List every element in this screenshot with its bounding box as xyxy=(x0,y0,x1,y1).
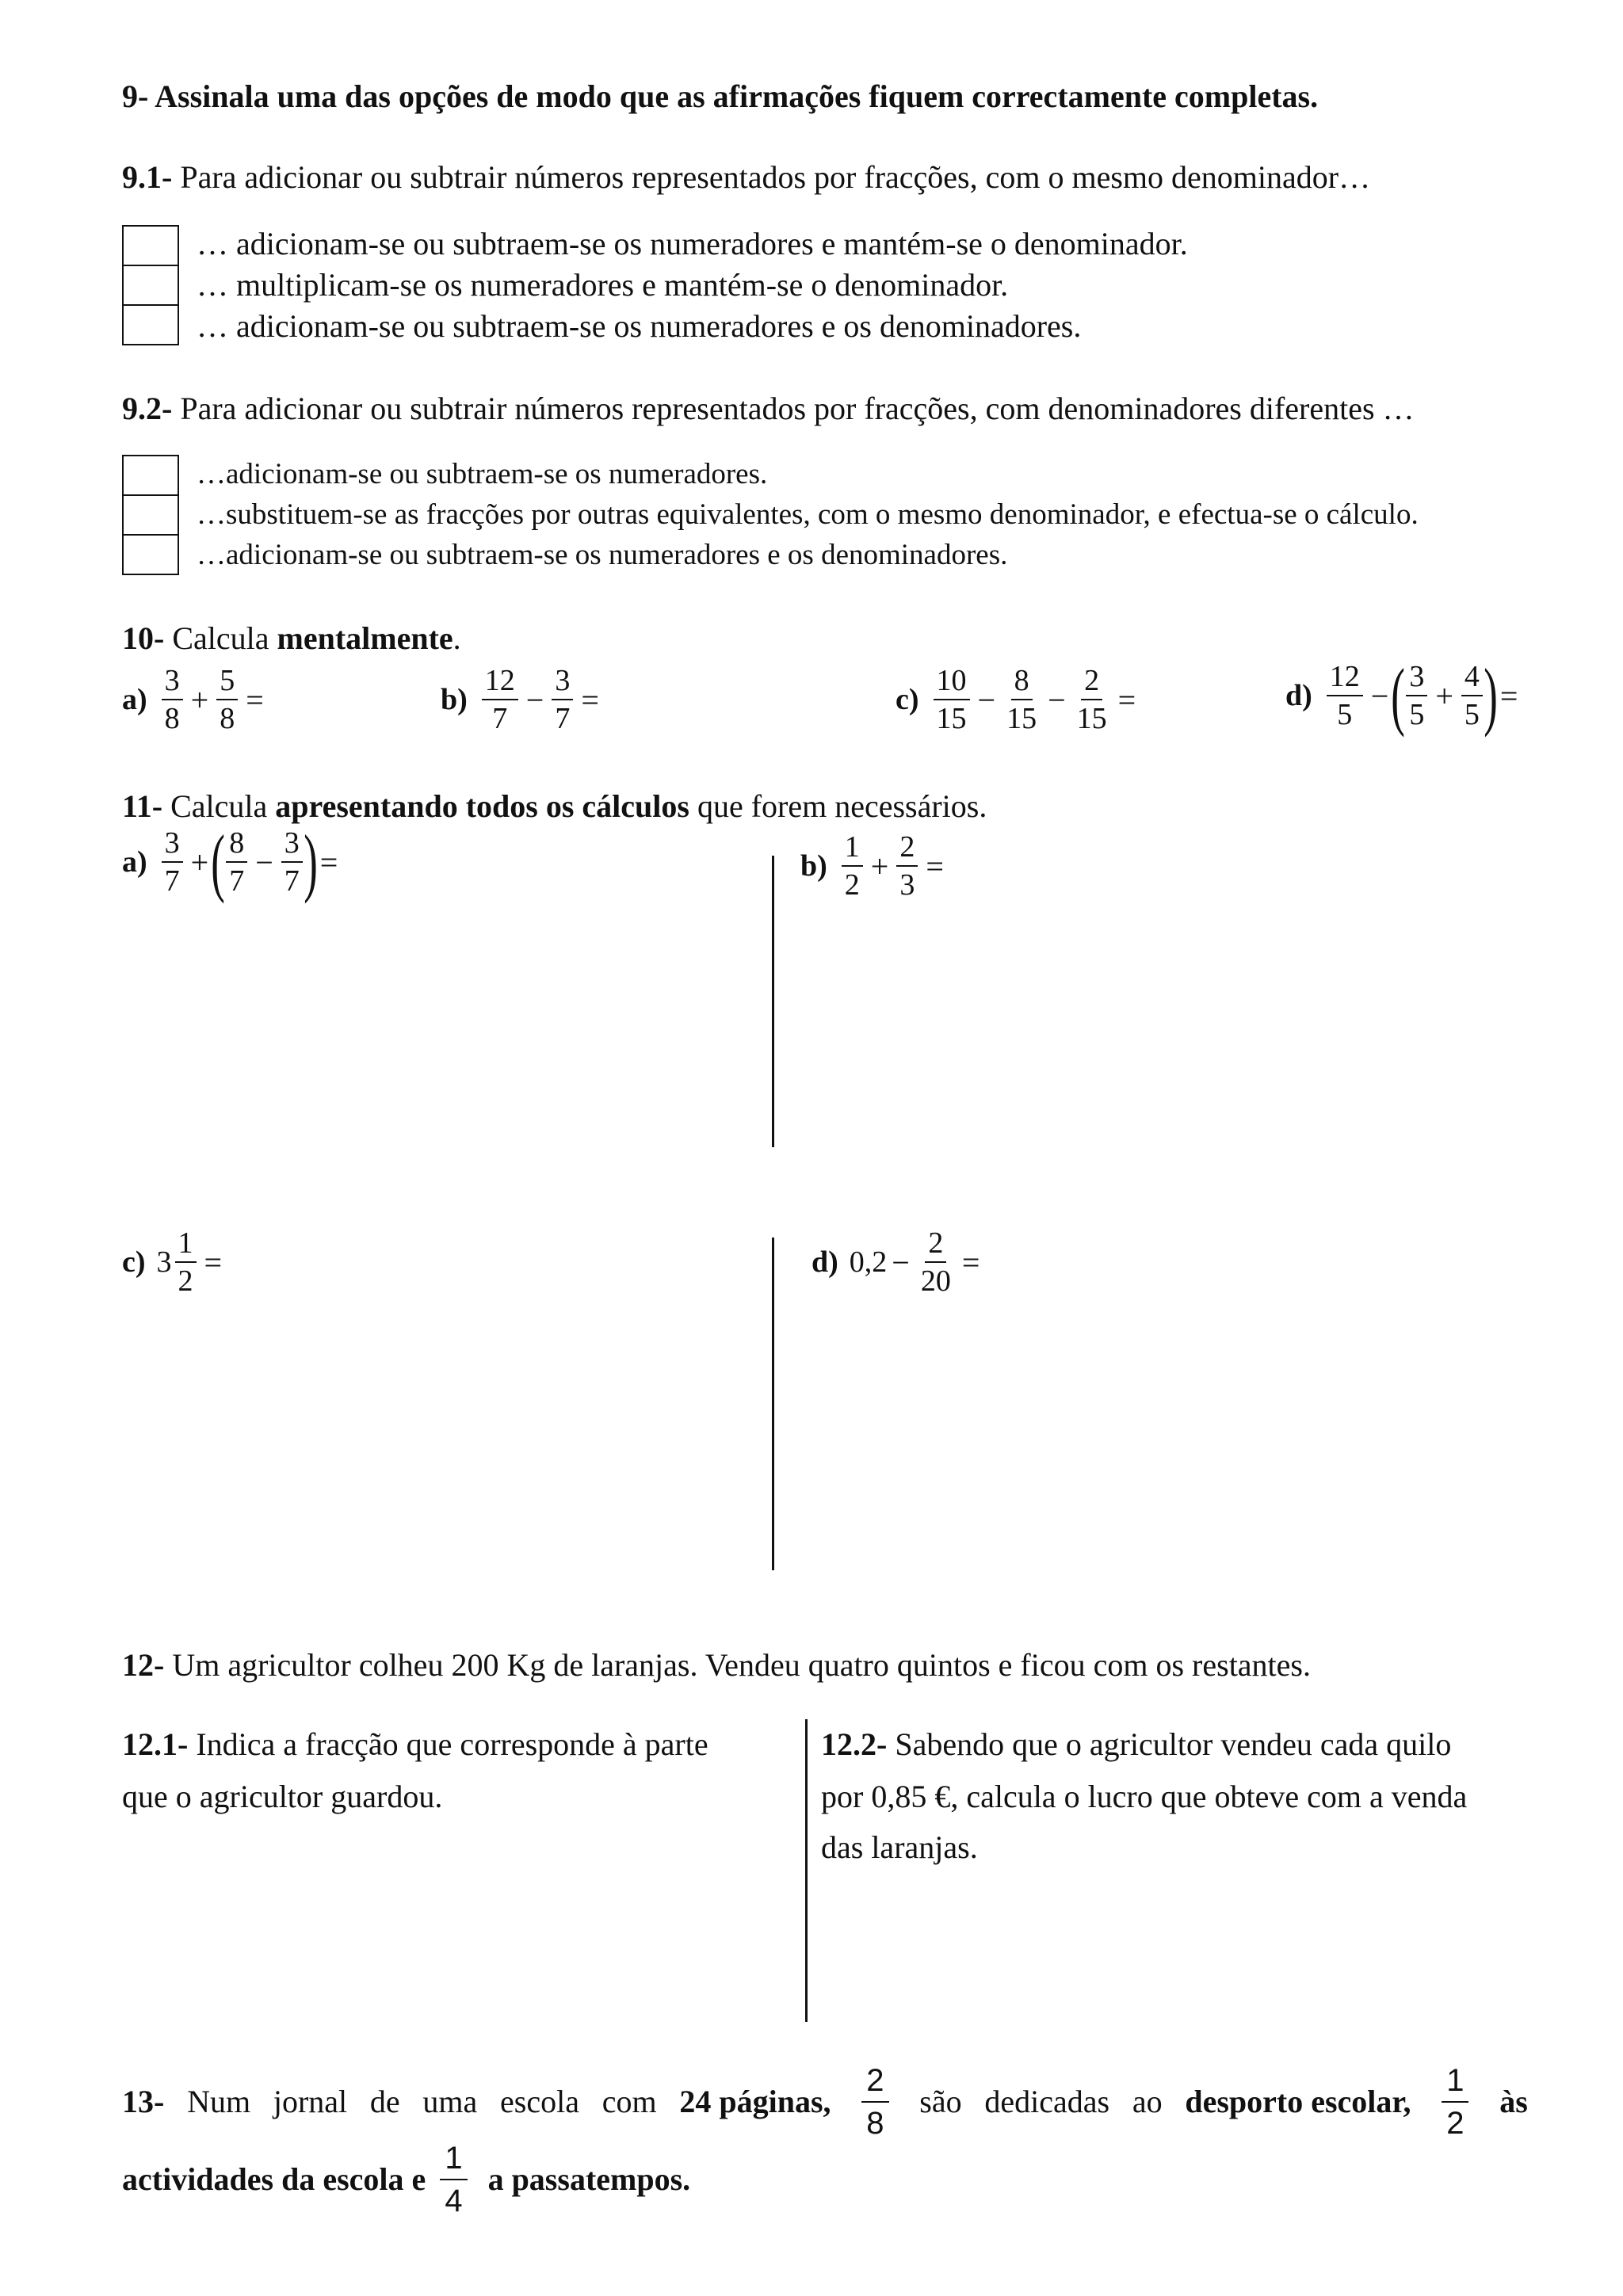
denominator: 3 xyxy=(899,868,915,902)
q13-number: 13- xyxy=(122,2084,165,2119)
q12-text: Um agricultor colheu 200 Kg de laranjas. Vendeu quatro quintos e ficou com os restantes. xyxy=(164,1647,1311,1683)
q11-text: Calcula xyxy=(162,788,276,824)
denominator: 5 xyxy=(1337,698,1353,731)
q11-b-label: b) xyxy=(800,849,827,883)
denominator: 8 xyxy=(866,2106,884,2141)
q9-2-text: Para adicionar ou subtrair números representados por fracções, com denominadores diferentes … xyxy=(172,391,1415,426)
denominator: 8 xyxy=(164,702,180,735)
q10-end: . xyxy=(453,620,461,656)
fraction xyxy=(552,666,573,734)
q12-2-number: 12.2- xyxy=(821,1726,888,1762)
left-parenthesis: ( xyxy=(211,819,225,904)
numerator: 1 xyxy=(440,2142,467,2180)
fraction xyxy=(1003,666,1040,734)
fraction xyxy=(175,1228,197,1296)
q13-line-2 xyxy=(122,2142,690,2217)
q11-number: 11- xyxy=(122,788,163,824)
q10-c-expression xyxy=(896,666,1140,734)
fraction xyxy=(226,828,247,896)
q13-activities: actividades da escola e xyxy=(122,2161,426,2197)
equals: = xyxy=(1499,677,1518,714)
fraction xyxy=(934,666,970,734)
numerator: 2 xyxy=(1081,666,1102,700)
fraction xyxy=(440,2142,467,2217)
q12-statement xyxy=(122,1646,1311,1684)
numerator: 2 xyxy=(861,2065,888,2103)
equals: = xyxy=(961,1244,980,1280)
q12-2-line-2: por 0,85 €, calcula o lucro que obteve com a venda xyxy=(821,1779,1468,1814)
equals: = xyxy=(319,844,338,880)
operator: − xyxy=(1370,677,1389,714)
q13-word: dedicadas xyxy=(984,2084,1110,2119)
numerator: 3 xyxy=(552,666,573,700)
q11-a-expression xyxy=(122,819,342,904)
operator: + xyxy=(190,844,209,880)
q13-word-bold: às xyxy=(1499,2084,1528,2119)
operator: + xyxy=(190,681,209,718)
q11-a-label: a) xyxy=(122,845,147,879)
q9-title: 9- Assinala uma das opções de modo que as afirmações fiquem correctamente completas. xyxy=(122,78,1319,114)
numerator: 2 xyxy=(896,832,918,867)
fraction xyxy=(1442,2065,1468,2139)
numerator: 1 xyxy=(175,1228,197,1263)
fraction xyxy=(1074,666,1110,734)
q10-b-label: b) xyxy=(441,683,468,716)
q11-d-label: d) xyxy=(812,1245,838,1279)
q9-2-checkbox-3[interactable] xyxy=(122,534,179,575)
operator: + xyxy=(870,848,889,884)
denominator: 20 xyxy=(920,1264,951,1298)
left-parenthesis: ( xyxy=(1391,653,1406,738)
q10-bold: mentalmente xyxy=(277,620,453,656)
fraction xyxy=(1327,662,1363,730)
fraction xyxy=(842,832,863,900)
q9-2-number: 9.2- xyxy=(122,391,173,426)
numerator: 2 xyxy=(925,1228,946,1263)
fraction xyxy=(1461,662,1483,730)
equals: = xyxy=(581,681,599,718)
fraction xyxy=(162,828,183,896)
numerator: 8 xyxy=(1011,666,1033,700)
q13-word: são xyxy=(919,2084,962,2119)
q12-1-text: Indica a fracção que corresponde à parte xyxy=(188,1726,708,1762)
q13-line-1 xyxy=(122,2065,1528,2139)
denominator: 15 xyxy=(1006,702,1037,735)
fraction xyxy=(1406,662,1427,730)
q9-1-checkbox-3[interactable] xyxy=(122,304,179,345)
q11-divider-top xyxy=(772,856,774,1147)
q9-1-number: 9.1- xyxy=(122,159,173,195)
operator: − xyxy=(977,681,996,718)
numerator: 1 xyxy=(842,832,863,867)
numerator: 3 xyxy=(1406,662,1427,696)
denominator: 2 xyxy=(844,868,860,902)
whole-number: 3 xyxy=(156,1245,172,1279)
q13-word: ao xyxy=(1132,2084,1163,2119)
denominator: 8 xyxy=(220,702,235,735)
q9-1-checkbox-1[interactable] xyxy=(122,225,179,266)
numerator: 1 xyxy=(1442,2065,1468,2103)
q11-bold: apresentando todos os cálculos xyxy=(275,788,689,824)
equals: = xyxy=(246,681,264,718)
q10-a-expression xyxy=(122,666,269,734)
q9-2-option-2: …substituem-se as fracções por outras equivalentes, com o mesmo denominador, e efectua-se o cálculo. xyxy=(197,498,1419,531)
q9-1-option-2: … multiplicam-se os numeradores e mantém-se o denominador. xyxy=(197,267,1009,303)
q10-c-label: c) xyxy=(896,683,919,716)
numerator: 10 xyxy=(934,666,970,700)
q12-1-number: 12.1- xyxy=(122,1726,189,1762)
q11-end: que forem necessários. xyxy=(689,788,987,824)
equals: = xyxy=(1117,681,1136,718)
q13-word: jornal xyxy=(273,2084,348,2119)
q9-1-text: Para adicionar ou subtrair números representados por fracções, com o mesmo denominador… xyxy=(172,159,1371,195)
q9-1-checkbox-2[interactable] xyxy=(122,265,179,306)
fraction xyxy=(861,2065,888,2139)
q11-statement xyxy=(122,788,987,826)
q13-word: uma xyxy=(422,2084,478,2119)
right-parenthesis: ) xyxy=(303,819,318,904)
q9-2-option-1: …adicionam-se ou subtraem-se os numeradores. xyxy=(197,458,768,490)
numerator: 3 xyxy=(281,828,303,863)
q12-1-line-1 xyxy=(122,1726,708,1764)
q12-1-line-2: que o agricultor guardou. xyxy=(122,1779,443,1814)
q13-word: com xyxy=(601,2084,657,2119)
q12-number: 12- xyxy=(122,1647,165,1683)
fraction xyxy=(896,832,918,900)
right-parenthesis: ) xyxy=(1484,653,1498,738)
q9-2-checkbox-1[interactable] xyxy=(122,455,179,496)
q10-d-expression xyxy=(1285,653,1522,738)
fraction xyxy=(216,666,238,734)
q9-2-checkbox-2[interactable] xyxy=(122,494,179,536)
q13-sport: desporto escolar, xyxy=(1185,2084,1411,2119)
q9-1-option-3: … adicionam-se ou subtraem-se os numeradores e os denominadores. xyxy=(197,308,1082,344)
denominator: 7 xyxy=(284,864,300,898)
q10-text: Calcula xyxy=(164,620,277,656)
denominator: 5 xyxy=(1464,698,1480,731)
denominator: 7 xyxy=(164,864,180,898)
q12-2-text: Sabendo que o agricultor vendeu cada quilo xyxy=(887,1726,1452,1762)
denominator: 5 xyxy=(1409,698,1425,731)
operator: − xyxy=(255,844,273,880)
operator: − xyxy=(892,1244,910,1280)
q9-1-statement xyxy=(122,158,1370,196)
numerator: 3 xyxy=(162,828,183,863)
q10-statement xyxy=(122,620,461,658)
numerator: 8 xyxy=(226,828,247,863)
fraction xyxy=(281,828,303,896)
q13-word: escola xyxy=(500,2084,579,2119)
denominator: 2 xyxy=(1446,2106,1465,2141)
q11-c-expression xyxy=(122,1228,227,1296)
q11-b-expression xyxy=(800,832,949,900)
decimal-number: 0,2 xyxy=(849,1245,888,1279)
q12-2-line-3: das laranjas. xyxy=(821,1829,978,1865)
denominator: 7 xyxy=(492,702,508,735)
denominator: 2 xyxy=(178,1264,193,1298)
denominator: 15 xyxy=(1076,702,1107,735)
fraction xyxy=(162,666,183,734)
q13-pages: 24 páginas, xyxy=(679,2084,831,2119)
q10-number: 10- xyxy=(122,620,165,656)
numerator: 4 xyxy=(1461,662,1483,696)
q11-divider-bottom xyxy=(772,1238,774,1570)
fraction xyxy=(482,666,518,734)
q9-1-option-1: … adicionam-se ou subtraem-se os numeradores e mantém-se o denominador. xyxy=(197,226,1188,261)
numerator: 3 xyxy=(162,666,183,700)
numerator: 12 xyxy=(482,666,518,700)
q10-d-label: d) xyxy=(1285,679,1312,712)
numerator: 5 xyxy=(216,666,238,700)
q11-d-expression xyxy=(812,1228,984,1296)
operator: − xyxy=(1048,681,1066,718)
q9-2-statement xyxy=(122,390,1415,428)
denominator: 7 xyxy=(555,702,571,735)
fraction xyxy=(918,1228,954,1296)
operator: + xyxy=(1435,677,1453,714)
q12-2-line-1 xyxy=(821,1726,1451,1764)
q13-hobbies: a passatempos. xyxy=(487,2161,691,2197)
q13-word: de xyxy=(369,2084,400,2119)
equals: = xyxy=(926,848,944,884)
q11-c-label: c) xyxy=(122,1245,146,1279)
equals: = xyxy=(204,1244,223,1280)
q10-b-expression xyxy=(441,666,604,734)
q9-2-option-3: …adicionam-se ou subtraem-se os numeradores e os denominadores. xyxy=(197,539,1008,571)
operator: − xyxy=(525,681,544,718)
q13-word: Num xyxy=(187,2084,251,2119)
q12-divider xyxy=(805,1719,808,2022)
denominator: 7 xyxy=(229,864,245,898)
denominator: 15 xyxy=(936,702,967,735)
numerator: 12 xyxy=(1327,662,1363,696)
q10-a-label: a) xyxy=(122,683,147,716)
denominator: 4 xyxy=(445,2183,463,2218)
